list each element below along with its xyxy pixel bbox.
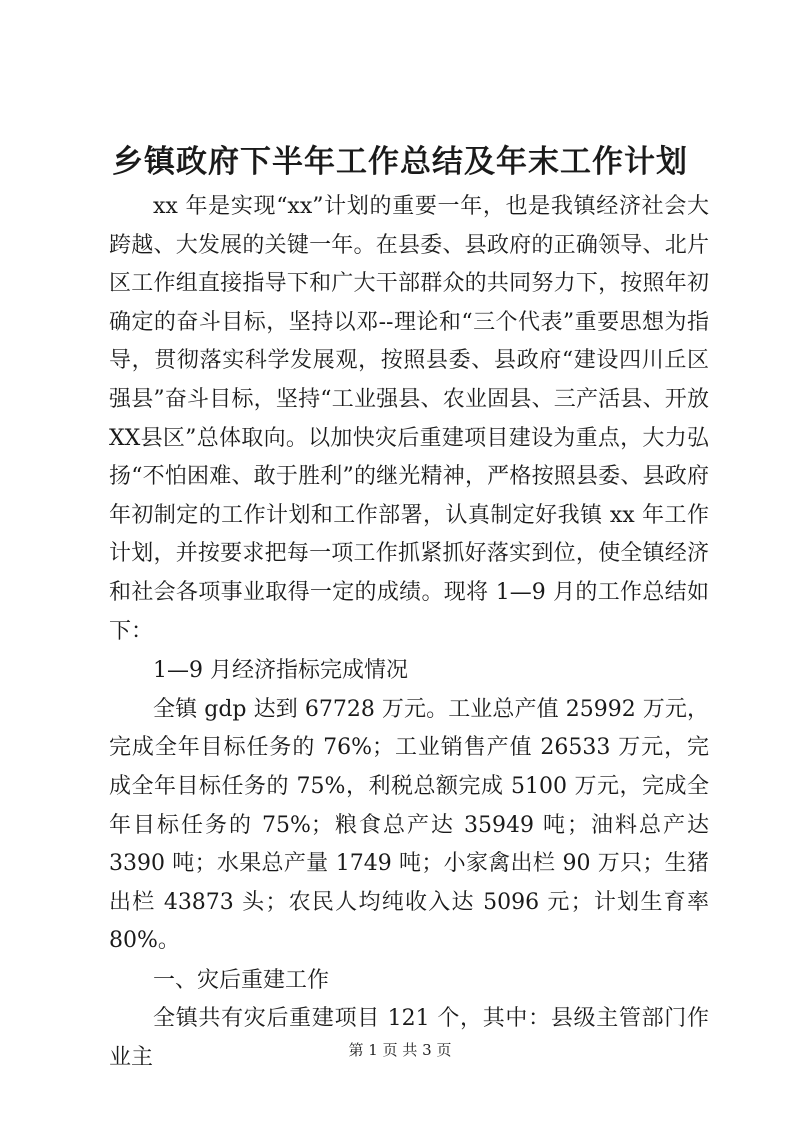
paragraph-intro: xx 年是实现“xx”计划的重要一年，也是我镇经济社会大跨越、大发展的关键一年。在县委、县政府的正确领导、北片区工作组直接指导下和广大干部群众的共同努力下，按照年初确定的奋斗目标，坚持以邓--理论和“三个代表”重要思想为指导，贯彻落实科学发展观，按照县委、县政府“建设四川丘区强县”奋斗目标，坚持“工业强县、农业固县、三产活县、开放XX县区”总体取向。以加快灾后重建项目建设为重点，大力弘扬“不怕困难、敢于胜利”的继光精神，严格按照县委、县政府年初制定的工作计划和工作部署，认真制定好我镇 xx 年工作计划，并按要求把每一项工作抓紧抓好落实到位，使全镇经济和社会各项事业取得一定的成绩。现将 1—9 月的工作总结如下： [109, 194, 709, 644]
page-footer [0, 1040, 800, 1060]
section-heading-economic-indicators: 1—9 月经济指标完成情况 [153, 658, 408, 684]
section-heading-reconstruction: 一、灾后重建工作 [153, 967, 330, 993]
document-title: 乡镇政府下半年工作总结及年末工作计划 [112, 144, 688, 180]
paragraph-reconstruction: 全镇共有灾后重建项目 121 个，其中：县级主管部门作业主 [109, 1006, 709, 1071]
page-total: 共 3 页 [402, 1041, 452, 1059]
document-body [109, 188, 709, 1078]
page-number: 第 1 页 [348, 1041, 398, 1059]
paragraph-economic-indicators: 全镇 gdp 达到 67728 万元。工业总产值 25992 万元，完成全年目标任务的 76%；工业销售产值 26533 万元，完成全年目标任务的 75%，利税总额完成 5100 万元，完成全年目标任务的 75%；粮食总产达 35949 吨；油料总产达 3390 吨；水果总产量 1749 吨；小家禽出栏 90 万只；生猪出栏 43873 头；农民人均纯收入达 5096 元；计划生育率 80%。 [109, 696, 709, 954]
